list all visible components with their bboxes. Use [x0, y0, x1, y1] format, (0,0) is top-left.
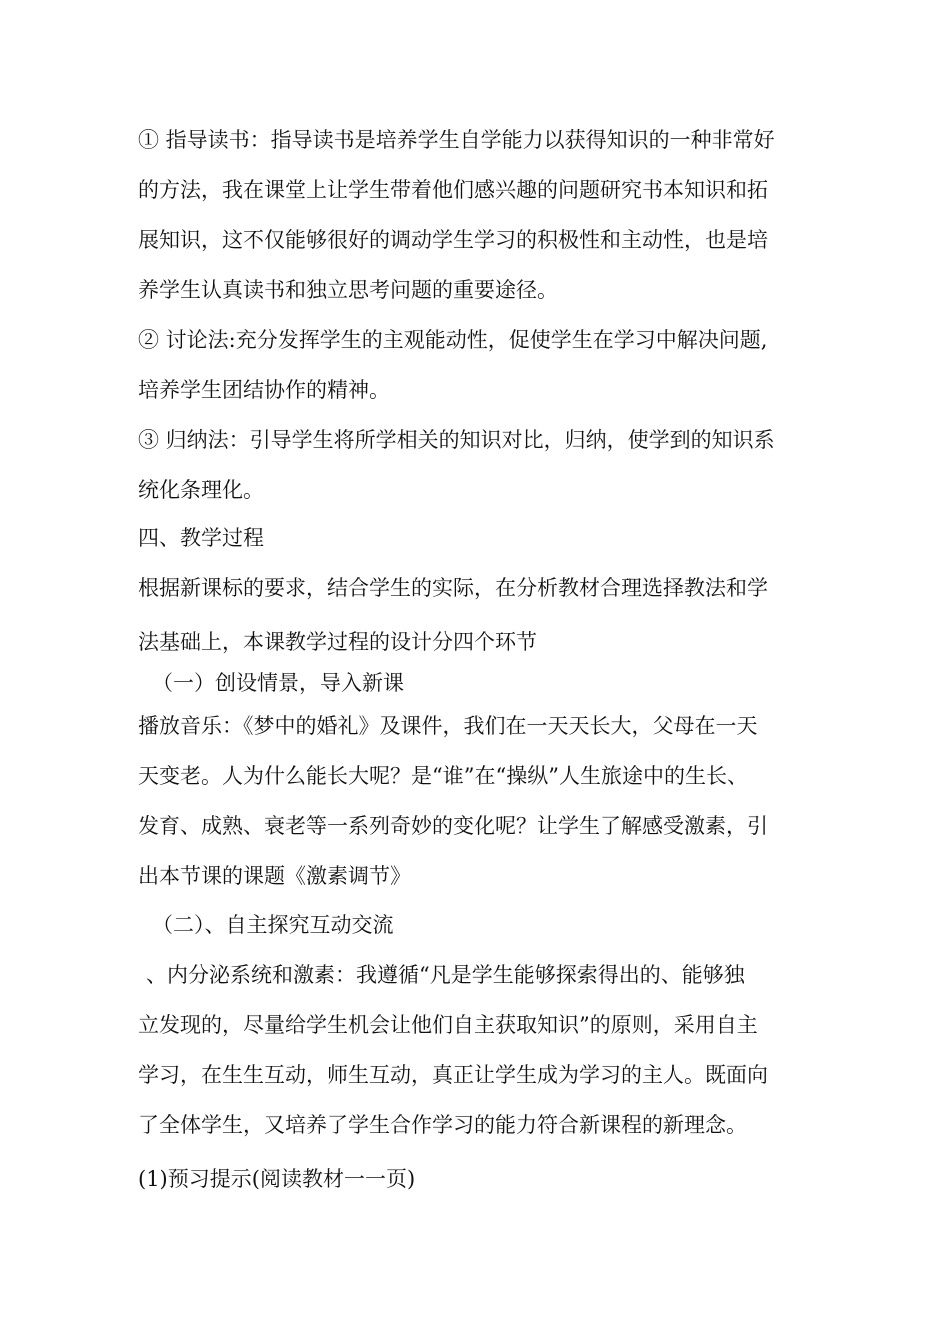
text-line-22: (1)预习提示(阅读教材一一页) — [138, 1167, 416, 1191]
text-line-3: 展知识，这不仅能够很好的调动学生学习的积极性和主动性，也是培 — [138, 228, 768, 252]
text-line-4: 养学生认真读书和独立思考问题的重要途径。 — [138, 278, 558, 302]
text-line-2: 的方法，我在课堂上让学生带着他们感兴趣的问题研究书本知识和拓 — [138, 178, 768, 202]
text-line-19: 立发现的，尽量给学生机会让他们自主获取知识”的原则，采用自主 — [138, 1013, 758, 1037]
text-line-18: 、内分泌系统和激素：我遵循“凡是学生能够探索得出的、能够独 — [146, 963, 745, 987]
text-line-14: 天变老。人为什么能长大呢？是“谁”在“操纵”人生旅途中的生长、 — [138, 764, 748, 788]
text-line-6: 培养学生团结协作的精神。 — [138, 378, 390, 402]
text-line-20: 学习，在生生互动，师生互动，真正让学生成为学习的主人。既面向 — [138, 1063, 768, 1087]
text-line-15: 发育、成熟、衰老等一系列奇妙的变化呢？让学生了解感受激素，引 — [138, 814, 768, 838]
text-line-8: 统化条理化。 — [138, 478, 264, 502]
text-line-13: 播放音乐：《梦中的婚礼》及课件，我们在一天天长大，父母在一天 — [138, 714, 758, 738]
subsection-heading-1: （一）创设情景，导入新课 — [152, 671, 404, 695]
text-line-1: ① 指导读书：指导读书是培养学生自学能力以获得知识的一种非常好 — [138, 128, 775, 152]
subsection-heading-2: （二）、自主探究互动交流 — [152, 913, 394, 937]
text-line-5: ② 讨论法:充分发挥学生的主观能动性，促使学生在学习中解决问题, — [138, 328, 768, 352]
text-line-10: 根据新课标的要求，结合学生的实际，在分析教材合理选择教法和学 — [138, 576, 768, 600]
text-line-21: 了全体学生，又培养了学生合作学习的能力符合新课程的新理念。 — [138, 1113, 747, 1137]
text-line-16: 出本节课的课题《激素调节》 — [138, 864, 411, 888]
section-heading: 四、教学过程 — [138, 526, 264, 550]
text-line-7: ③ 归纳法：引导学生将所学相关的知识对比，归纳，使学到的知识系 — [138, 428, 775, 452]
text-line-11: 法基础上，本课教学过程的设计分四个环节 — [138, 630, 537, 654]
